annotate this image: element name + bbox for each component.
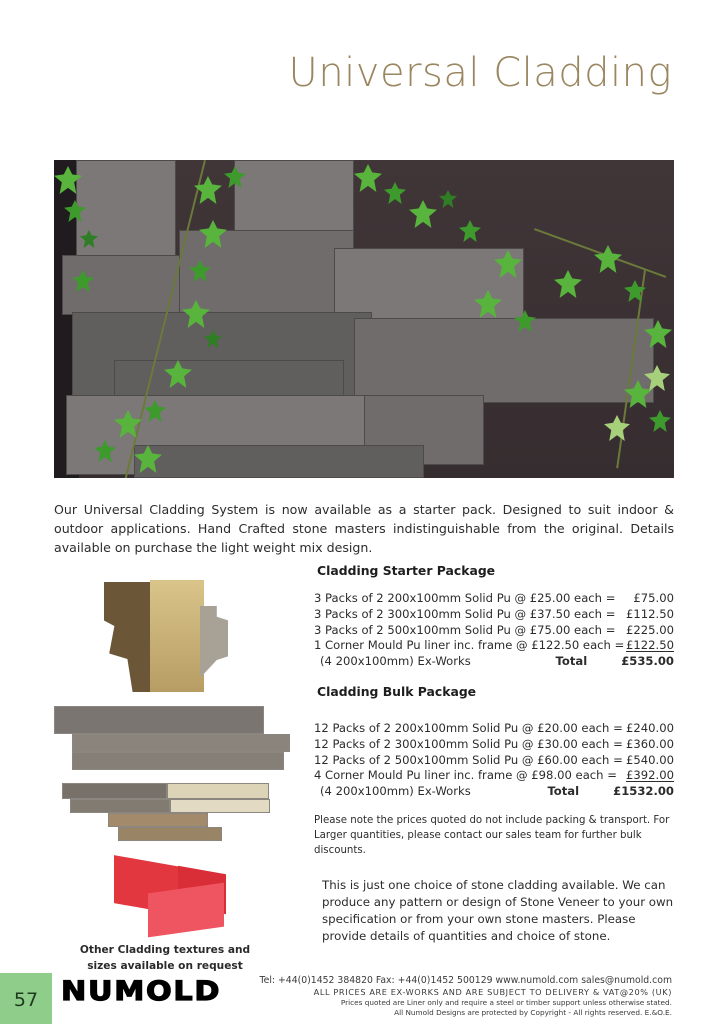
stone-strip <box>70 799 170 813</box>
price-row-amount: £540.00 <box>626 752 674 767</box>
stone-block <box>334 248 524 320</box>
stone-strip <box>170 799 270 813</box>
price-row <box>314 623 674 639</box>
stone-strip <box>62 783 167 799</box>
total-amount: £1532.00 <box>613 784 674 799</box>
total-row-desc: (4 200x100mm) Ex-Works <box>320 654 471 669</box>
caption-line-1: Other Cladding textures and <box>79 944 251 956</box>
price-row-desc: 4 Corner Mould Pu liner inc. frame @ £98.00 each = <box>314 768 617 783</box>
price-row <box>314 737 674 753</box>
price-row-desc: 12 Packs of 2 300x100mm Solid Pu @ £30.00 each = <box>314 736 623 751</box>
total-row-desc: (4 200x100mm) Ex-Works <box>320 784 471 799</box>
product-image-red-liner <box>110 856 234 938</box>
price-row-amount: £112.50 <box>626 606 674 621</box>
pricing-note: Please note the prices quoted do not include packing & transport. For Larger quantities, please contact our sales team for further bulk discounts. <box>314 815 670 856</box>
bulk-package <box>314 684 674 800</box>
footer-liner-notice: Prices quoted are Liner only and require a steel or timber support unless otherwise stated. <box>340 998 672 1007</box>
price-row <box>314 768 674 784</box>
price-row-desc: 3 Packs of 2 500x100mm Solid Pu @ £75.00 each = <box>314 622 616 637</box>
price-row <box>314 721 674 737</box>
footer-contact: Tel: +44(0)1452 384820 Fax: +44(0)1452 500129 www.numold.com sales@numold.com <box>259 975 672 986</box>
price-row-desc: 12 Packs of 2 500x100mm Solid Pu @ £60.00 each = <box>314 752 623 767</box>
price-row-desc: 12 Packs of 2 200x100mm Solid Pu @ £20.00 each = <box>314 721 623 735</box>
starter-package-heading: Cladding Starter Package <box>317 563 496 578</box>
total-row <box>314 784 674 800</box>
total-row <box>314 654 674 670</box>
price-row-amount: £225.00 <box>626 622 674 637</box>
other-textures-caption <box>70 942 260 974</box>
corner-face-lit <box>150 580 204 692</box>
stone-block <box>134 445 424 478</box>
stone-strip <box>118 827 222 841</box>
corner-side-shadow <box>104 582 156 692</box>
stone-block <box>354 318 654 403</box>
stone-strip <box>72 752 284 770</box>
price-row-amount: £75.00 <box>633 591 674 605</box>
price-row <box>314 607 674 623</box>
intro-paragraph: Our Universal Cladding System is now available as a starter pack. Designed to suit indoor & outdoor applications. Hand Crafted stone masters indistinguishable from the original. Details available on purchase the light weight mix design. <box>54 502 674 555</box>
stone-strip <box>54 706 264 734</box>
product-image-corner-mould <box>100 576 230 698</box>
footer-prices-notice: ALL PRICES ARE EX-WORKS AND ARE SUBJECT TO DELIVERY & VAT@20% (UK) <box>313 987 672 997</box>
footer-copyright: All Numold Designs are protected by Copyright - All rights reserved. E.&O.E. <box>394 1008 672 1017</box>
price-row-desc: 1 Corner Mould Pu liner inc. frame @ £122.50 each = <box>314 638 625 653</box>
price-row-amount: £240.00 <box>626 721 674 735</box>
starter-price-list <box>314 591 674 670</box>
numold-logo: NUMOLD <box>61 976 222 1007</box>
custom-design-paragraph: This is just one choice of stone cladding available. We can produce any pattern or design of Stone Veneer to your own specification or from your own stone masters. Please provide details of quantities and choice of stone. <box>322 878 674 943</box>
price-row-amount: £122.50 <box>626 638 674 653</box>
bulk-price-list <box>314 721 674 800</box>
product-image-mixed-panel <box>62 783 284 841</box>
red-liner-piece <box>148 883 224 938</box>
page-number: 57 <box>0 973 52 1024</box>
hero-photo <box>54 160 674 478</box>
footer <box>260 975 672 1018</box>
price-row <box>314 753 674 769</box>
total-label: Total <box>547 784 580 799</box>
corner-side-grey <box>200 606 228 678</box>
price-row-desc: 3 Packs of 2 200x100mm Solid Pu @ £25.00 each = <box>314 591 616 605</box>
stone-strip <box>108 813 208 827</box>
bulk-package-heading: Cladding Bulk Package <box>317 684 477 699</box>
price-row-amount: £392.00 <box>626 768 674 783</box>
price-row <box>314 591 674 607</box>
total-amount: £535.00 <box>621 654 674 669</box>
total-label: Total <box>555 654 588 669</box>
stone-strip <box>72 734 290 752</box>
caption-line-2: sizes available on request <box>87 960 243 972</box>
starter-package <box>314 563 674 670</box>
stone-strip <box>167 783 269 799</box>
product-image-grey-panel <box>54 706 290 770</box>
page-title: Universal Cladding <box>288 50 672 96</box>
price-row-desc: 3 Packs of 2 300x100mm Solid Pu @ £37.50 each = <box>314 606 616 621</box>
price-row <box>314 638 674 654</box>
price-row-amount: £360.00 <box>626 736 674 751</box>
